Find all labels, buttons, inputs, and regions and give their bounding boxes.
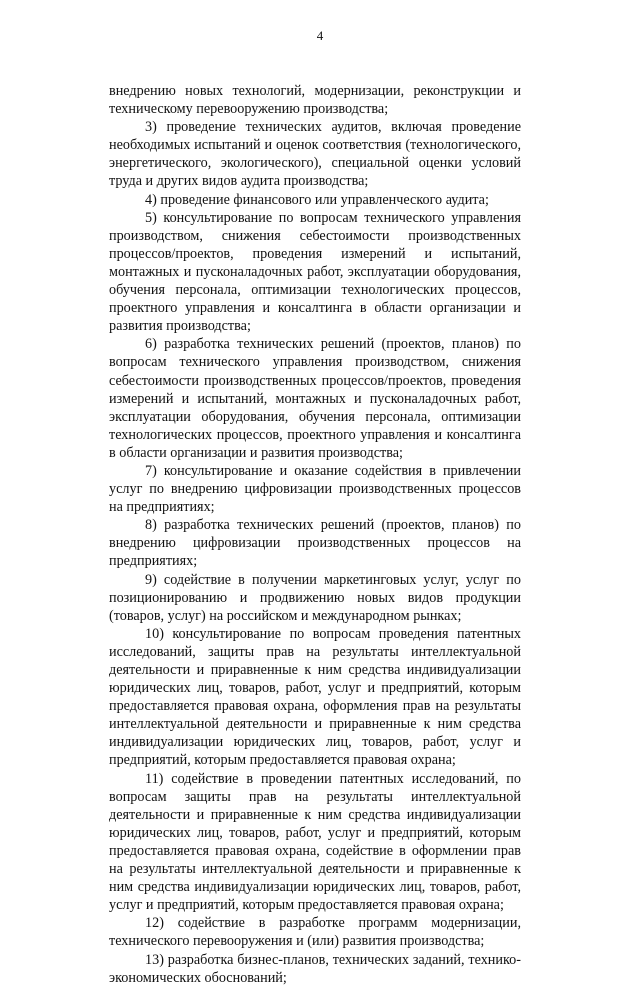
paragraph-7: 8) разработка технических решений (проектов, планов) по внедрению цифровизации производственных процессов на предприятиях; — [109, 517, 521, 570]
paragraph-4: 5) консультирование по вопросам технического управления производством, снижения себестоимости производственных процессов/проектов, проведения измерений и испытаний, монтажных и пусконаладочных работ, эксплуатации оборудования, обучения персонала, оптимизации технологических процессов, проектного управления и консалтинга в области организации и развития производства; — [109, 209, 521, 335]
document-body — [109, 82, 521, 987]
paragraph-10: 11) содействие в проведении патентных исследований, по вопросам защиты прав на результаты интеллектуальной деятельности и приравненные к ним средства индивидуализации юридических лиц, товаров, работ, услуг и предприятий, которым предоставляется правовая охрана, содействие в оформлении прав на результаты интеллектуальной деятельности и приравненные к ним средства индивидуализации юридических лиц, товаров, работ, услуг и предприятий, которым предоставляется правовая охрана; — [109, 770, 521, 914]
paragraph-6: 7) консультирование и оказание содействия в привлечении услуг по внедрению цифровизации производственных процессов на предприятиях; — [109, 462, 521, 516]
paragraph-12: 13) разработка бизнес-планов, технических заданий, технико-экономических обоснований; — [109, 951, 521, 986]
paragraph-2: 3) проведение технических аудитов, включая проведение необходимых испытаний и оценок соответствия (технологического, энергетического, экологического), специальной оценки условий труда и других видов аудита производства; — [109, 119, 521, 190]
page-number: 4 — [316, 28, 324, 43]
paragraph-11: 12) содействие в разработке программ модернизации, технического перевооружения и (или) развития производства; — [109, 915, 521, 950]
paragraph-3: 4) проведение финансового или управленческого аудита; — [145, 191, 489, 208]
paragraph-8: 9) содействие в получении маркетинговых услуг, услуг по позиционированию и продвижению новых видов продукции (товаров, услуг) на российском и международном рынках; — [109, 571, 521, 624]
paragraph-1: внедрению новых технологий, модернизации, реконструкции и техническому перевооружению производства; — [109, 83, 521, 118]
paragraph-9: 10) консультирование по вопросам проведения патентных исследований, защиты прав на результаты интеллектуальной деятельности и приравненные к ним средства индивидуализации юридических лиц, товаров, работ, услуг и предприятий, которым предоставляется правовая охрана, оформления прав на результаты интеллектуальной деятельности и приравненные к ним средства индивидуализации юридических лиц, товаров, работ, услуг и предприятий, которым предоставляется правовая охрана; — [109, 625, 521, 769]
paragraph-5: 6) разработка технических решений (проектов, планов) по вопросам технического управления производством, снижения себестоимости производственных процессов/проектов, проведения измерений и испытаний, монтажных и пусконаладочных работ, эксплуатации оборудования, обучения персонала, оптимизации технологических процессов, проектного управления и консалтинга в области организации и развития производства; — [109, 336, 521, 461]
